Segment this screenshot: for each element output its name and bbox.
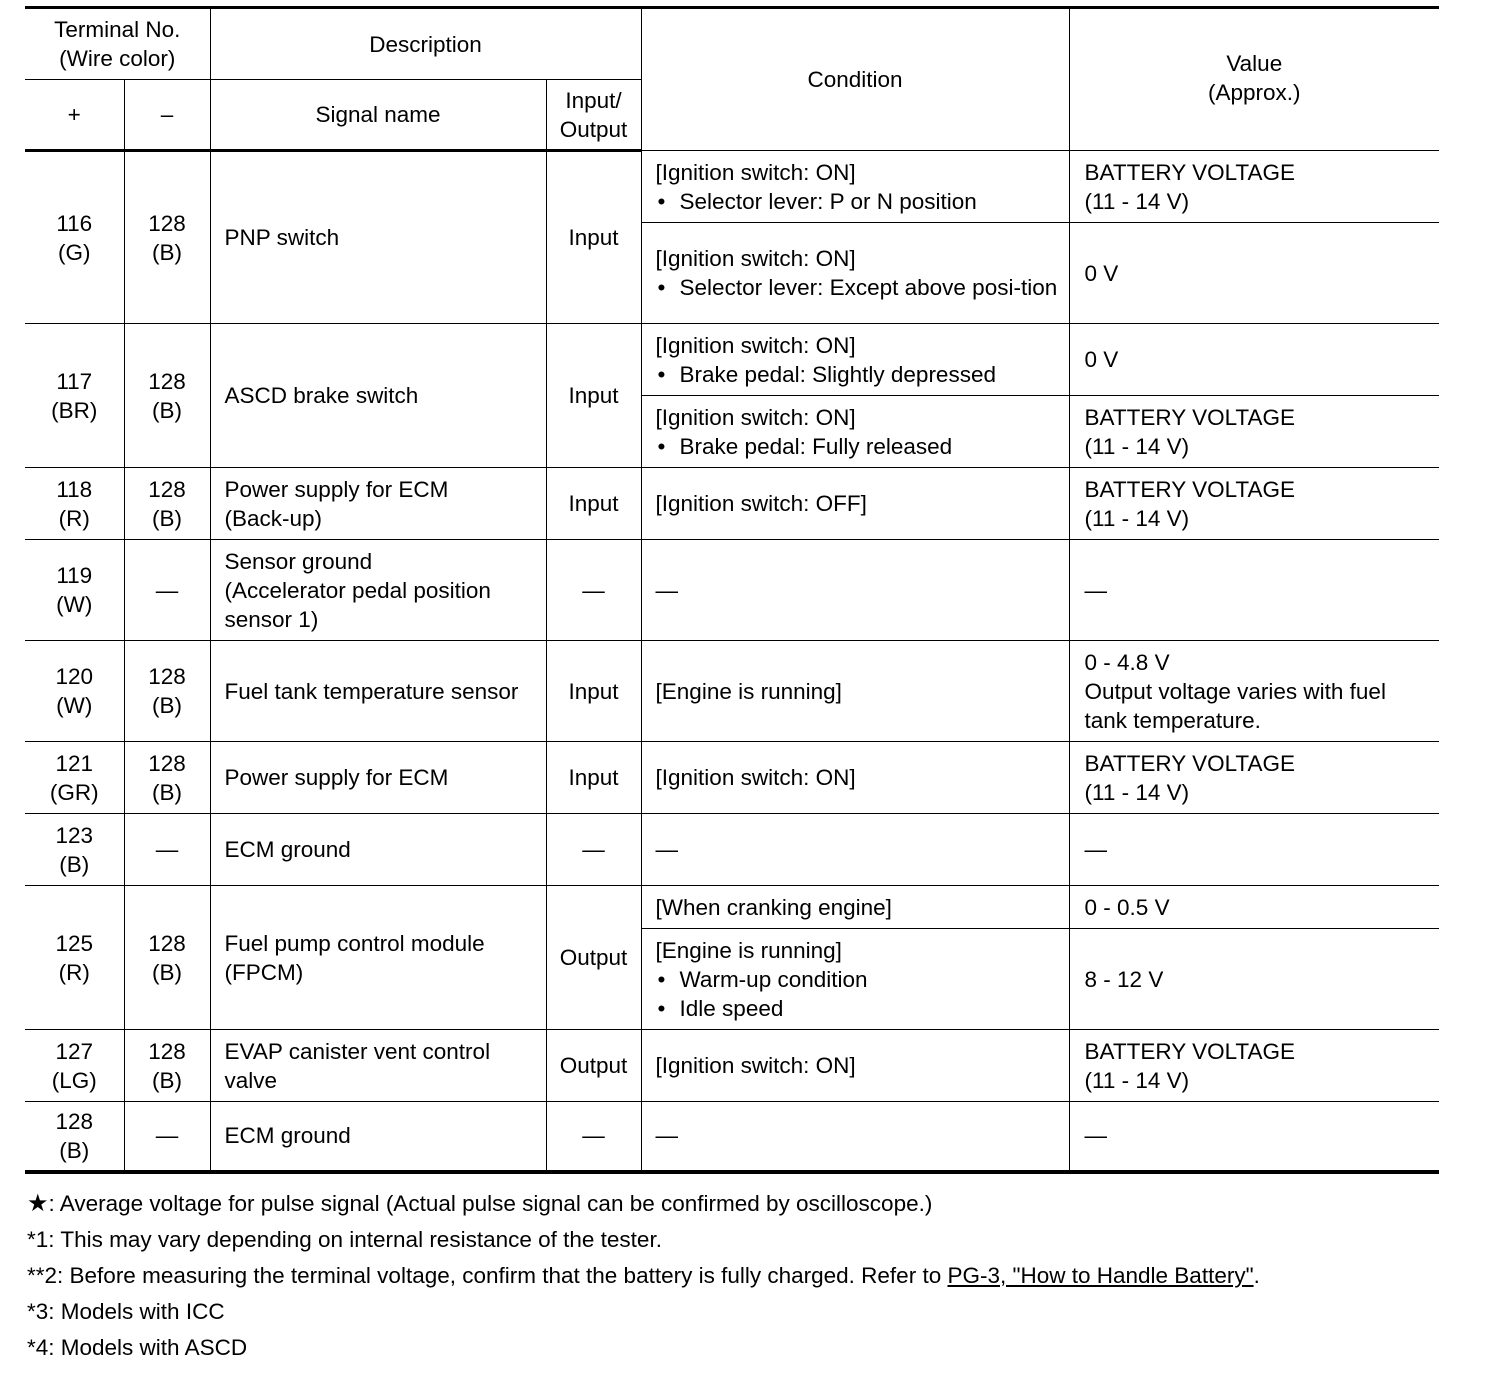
terminal-plus: 119 (W) — [25, 540, 124, 641]
note-4: *4: Models with ASCD — [27, 1335, 248, 1360]
terminal-minus: — — [124, 814, 210, 886]
input-output-header: Input/ Output — [546, 80, 641, 151]
table-row — [25, 324, 1439, 396]
header-row-1 — [25, 8, 1439, 80]
value-cell: — — [1069, 1102, 1439, 1172]
table-body — [25, 151, 1439, 1172]
value-cell: BATTERY VOLTAGE (11 - 14 V) — [1069, 1030, 1439, 1102]
value-cell: 0 - 0.5 V — [1069, 886, 1439, 929]
plus-header: + — [25, 80, 124, 151]
signal-name: Power supply for ECM (Back-up) — [210, 468, 546, 540]
terminal-minus: — — [124, 1102, 210, 1172]
condition-cell: [Ignition switch: ON] • Selector lever: Except above posi-tion — [641, 223, 1069, 324]
value-cell: — — [1069, 814, 1439, 886]
note-star: ★: Average voltage for pulse signal (Actual pulse signal can be confirmed by oscilloscope.) — [27, 1190, 933, 1217]
terminal-plus: 120 (W) — [25, 641, 124, 742]
signal-name: PNP switch — [210, 151, 546, 324]
note-3: *3: Models with ICC — [27, 1299, 225, 1324]
minus-header: – — [124, 80, 210, 151]
input-output: — — [546, 814, 641, 886]
terminal-minus: 128 (B) — [124, 151, 210, 324]
table-row — [25, 742, 1439, 814]
terminal-plus: 118 (R) — [25, 468, 124, 540]
input-output: Input — [546, 151, 641, 324]
input-output: Input — [546, 468, 641, 540]
footnotes — [27, 1186, 1467, 1366]
value-cell: BATTERY VOLTAGE (11 - 14 V) — [1069, 151, 1439, 223]
terminal-minus: 128 (B) — [124, 886, 210, 1030]
terminal-plus: 116 (G) — [25, 151, 124, 324]
value-header: Value (Approx.) — [1069, 8, 1439, 151]
signal-name: Fuel tank temperature sensor — [210, 641, 546, 742]
note-2: **2: Before measuring the terminal voltage, confirm that the battery is fully charged. Refer to PG-3, "How to Handle Battery". — [27, 1263, 1260, 1288]
star-icon: ★ — [27, 1190, 49, 1217]
condition-cell: [Ignition switch: ON] • Brake pedal: Slightly depressed — [641, 324, 1069, 396]
signal-name: EVAP canister vent control valve — [210, 1030, 546, 1102]
terminal-plus: 125 (R) — [25, 886, 124, 1030]
condition-cell: [Ignition switch: OFF] — [641, 468, 1069, 540]
terminal-minus: 128 (B) — [124, 468, 210, 540]
note-1: *1: This may vary depending on internal resistance of the tester. — [27, 1227, 662, 1252]
table-row — [25, 1030, 1439, 1102]
value-cell: 8 - 12 V — [1069, 929, 1439, 1030]
signal-name: ECM ground — [210, 814, 546, 886]
terminal-plus: 123 (B) — [25, 814, 124, 886]
description-header: Description — [210, 8, 641, 80]
condition-cell: [Ignition switch: ON] — [641, 1030, 1069, 1102]
table-row — [25, 886, 1439, 929]
condition-header: Condition — [641, 8, 1069, 151]
terminal-plus: 127 (LG) — [25, 1030, 124, 1102]
condition-cell: [Ignition switch: ON] • Brake pedal: Fully released — [641, 396, 1069, 468]
condition-cell: — — [641, 540, 1069, 641]
condition-cell: [Ignition switch: ON] • Selector lever: P or N position — [641, 151, 1069, 223]
signal-name: ECM ground — [210, 1102, 546, 1172]
terminal-spec-table — [25, 6, 1439, 1174]
condition-cell: — — [641, 1102, 1069, 1172]
input-output: Input — [546, 742, 641, 814]
input-output: Input — [546, 324, 641, 468]
value-cell: 0 V — [1069, 223, 1439, 324]
condition-cell: [Engine is running] • Warm-up condition • Idle speed — [641, 929, 1069, 1030]
table-row — [25, 641, 1439, 742]
terminal-minus: 128 (B) — [124, 641, 210, 742]
input-output: Output — [546, 1030, 641, 1102]
terminal-minus: 128 (B) — [124, 324, 210, 468]
table-row — [25, 540, 1439, 641]
signal-name: ASCD brake switch — [210, 324, 546, 468]
terminal-plus: 128 (B) — [25, 1102, 124, 1172]
table-row — [25, 1102, 1439, 1172]
table-row — [25, 468, 1439, 540]
terminal-minus: 128 (B) — [124, 742, 210, 814]
input-output: — — [546, 540, 641, 641]
signal-name: Fuel pump control module (FPCM) — [210, 886, 546, 1030]
value-cell: — — [1069, 540, 1439, 641]
terminal-minus: 128 (B) — [124, 1030, 210, 1102]
signal-name: Sensor ground (Accelerator pedal position sensor 1) — [210, 540, 546, 641]
value-cell: 0 - 4.8 V Output voltage varies with fuel tank temperature. — [1069, 641, 1439, 742]
table-row — [25, 814, 1439, 886]
condition-cell: — — [641, 814, 1069, 886]
terminal-minus: — — [124, 540, 210, 641]
input-output: Output — [546, 886, 641, 1030]
terminal-plus: 121 (GR) — [25, 742, 124, 814]
condition-cell: [Ignition switch: ON] — [641, 742, 1069, 814]
input-output: — — [546, 1102, 641, 1172]
terminal-plus: 117 (BR) — [25, 324, 124, 468]
value-cell: 0 V — [1069, 324, 1439, 396]
condition-cell: [When cranking engine] — [641, 886, 1069, 929]
signal-name-header: Signal name — [210, 80, 546, 151]
value-cell: BATTERY VOLTAGE (11 - 14 V) — [1069, 396, 1439, 468]
table-row — [25, 151, 1439, 223]
input-output: Input — [546, 641, 641, 742]
terminal-no-header: Terminal No. (Wire color) — [25, 8, 210, 80]
signal-name: Power supply for ECM — [210, 742, 546, 814]
value-cell: BATTERY VOLTAGE (11 - 14 V) — [1069, 468, 1439, 540]
value-cell: BATTERY VOLTAGE (11 - 14 V) — [1069, 742, 1439, 814]
pg3-battery-link[interactable]: PG-3, "How to Handle Battery" — [947, 1263, 1254, 1288]
condition-cell: [Engine is running] — [641, 641, 1069, 742]
